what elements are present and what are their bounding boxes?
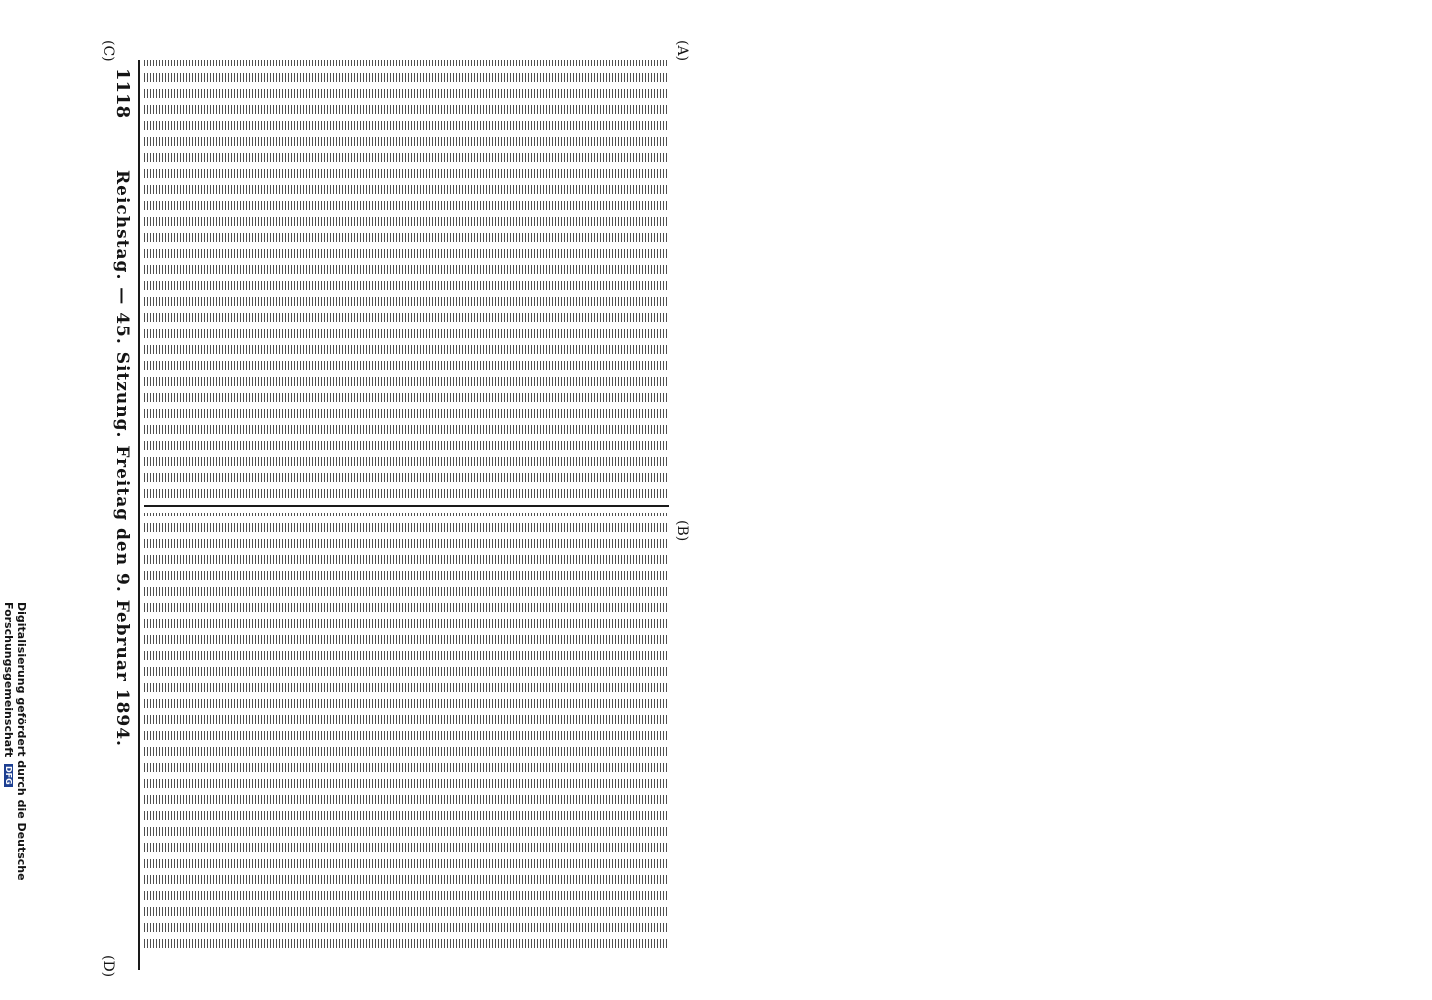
running-title: Reichstag. — 45. Sitzung. Freitag den 9. Februar 1894. [112, 170, 132, 747]
margin-mark-c: (C) [100, 40, 116, 62]
margin-mark-d: (D) [100, 955, 116, 978]
dfg-logo: DFG [4, 766, 13, 785]
left-column-text [144, 60, 669, 498]
header-rule [138, 60, 140, 970]
margin-mark-a: (A) [674, 40, 690, 62]
column-divider [144, 505, 669, 507]
page-number: 1118 [112, 68, 133, 119]
right-column-text [144, 513, 669, 948]
digitization-text: Digitalisierung gefördert durch die Deutsche Forschungsgemeinschaft [2, 602, 28, 881]
digitization-note [2, 602, 28, 1000]
margin-mark-b: (B) [674, 520, 690, 542]
